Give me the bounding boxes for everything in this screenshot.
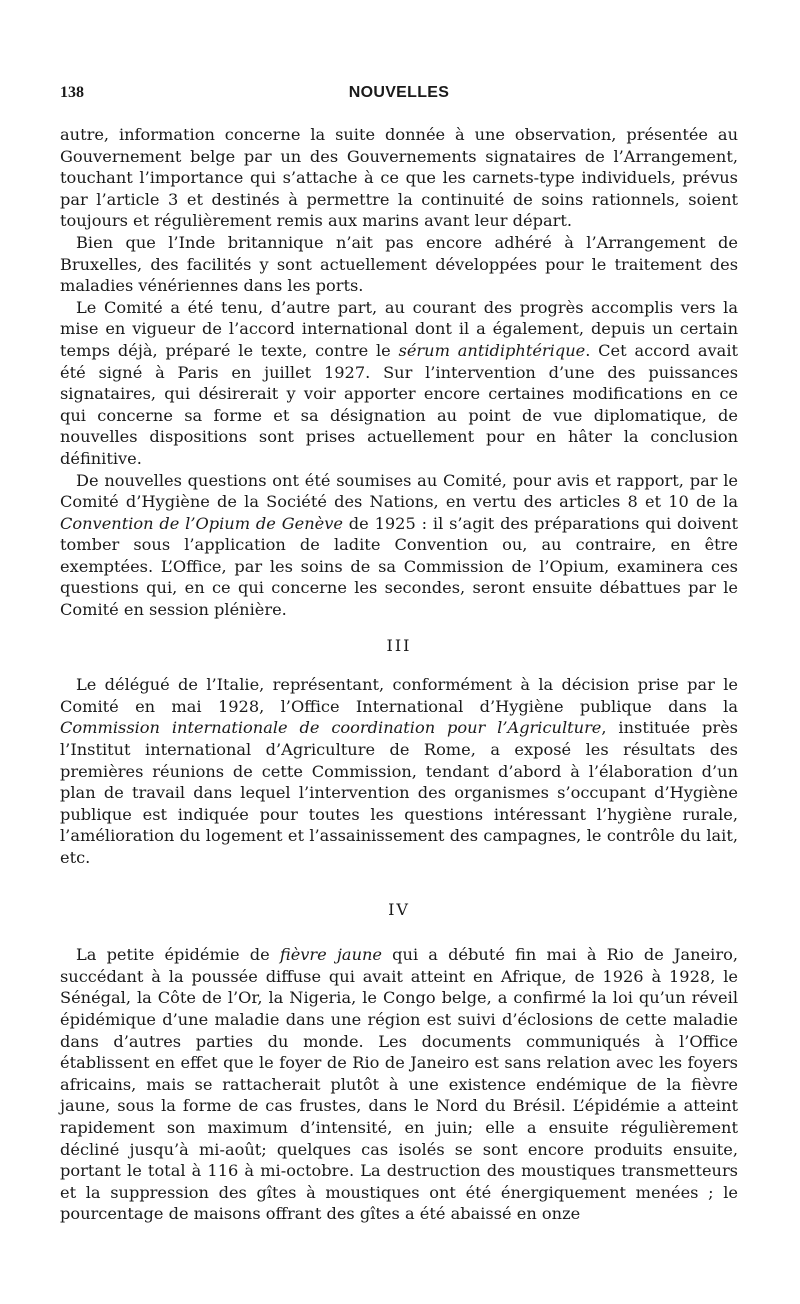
running-title: NOUVELLES (348, 84, 450, 101)
section-heading-3: III (386, 635, 412, 655)
document-page (60, 82, 738, 1225)
paragraph-fievre-jaune (60, 944, 738, 1225)
paragraph-opium-text-b: de 1925 : il s’agit des préparations qui doivent tomber sous l’application de ladite Convention ou, au contraire, en être exemptées. L’Office, par les soins de sa Commission de l’Opium, examinera ces questions qui, en ce qui concerne les secondes, seront ensuite débattues par le Comité en session plénière. (60, 513, 738, 620)
paragraph-serum (60, 297, 738, 470)
paragraph-fievre-jaune-text-b: qui a débuté fin mai à Rio de Janeiro, succédant à la poussée diffuse qui avait atteint en Afrique, de 1926 à 1928, le Sénégal, la Côte de l’Or, la Nigeria, le Congo belge, a confirmé la loi qu’un réveil épidémique d’une maladie dans une région est suivi d’éclosions de cette maladie dans d’autres parties du monde. Les documents communiqués à l’Office établissent en effet que le foyer de Rio de Janeiro est sans relation avec les foyers africains, mais se rattacherait plutôt à une existence endémique de la fièvre jaune, sous la forme de cas frustes, dans le Nord du Brésil. L’épidémie a atteint rapidement son maximum d’intensité, en juin; elle a ensuite régulièrement décliné jusqu’à mi-août; quelques cas isolés se sont encore produits ensuite, portant le total à 116 à mi-octobre. La destruction des moustiques transmetteurs et la suppression des gîtes à moustiques ont été énergiquement menées ; le pourcentage de maisons offrant des gîtes a été abaissé en onze (60, 945, 738, 1224)
paragraph-agriculture-emphasis: Commission internationale de coordination pour l’Agriculture (60, 718, 602, 738)
paragraph-opium-emphasis: Convention de l’Opium de Genève (60, 513, 343, 533)
paragraph-fievre-jaune-text-a: La petite épidémie de (76, 945, 280, 965)
paragraph-fievre-jaune-emphasis: fièvre jaune (279, 945, 382, 965)
section-heading-4: IV (388, 899, 410, 919)
paragraph-inde: Bien que l’Inde britannique n’ait pas encore adhéré à l’Arrangement de Bruxelles, des facilités y sont actuellement développées pour le traitement des maladies vénériennes dans les ports. (60, 232, 738, 296)
paragraph-opium (60, 470, 738, 621)
paragraph-serum-text-b: . Cet accord avait été signé à Paris en juillet 1927. Sur l’intervention d’une des puissances signataires, qui désirerait y voir apporter encore certaines modifications en ce qui concerne sa forme et sa désignation au point de vue diplomatique, de nouvelles dispositions sont prises actuellement pour en hâter la conclusion définitive. (60, 340, 739, 468)
paragraph-agriculture-text-b: , instituée près l’Institut international d’Agriculture de Rome, a exposé les résultats des premières réunions de cette Commission, tendant d’abord à l’élaboration d’un plan de travail dans lequel l’intervention des organismes s’occupant d’Hygiène publique est indiquée pour toutes les questions intéressant l’hygiène rurale, l’amélioration du logement et l’assainissement des campagnes, le contrôle du lait, etc. (60, 718, 738, 867)
paragraph-agriculture (60, 674, 738, 868)
running-header (60, 82, 738, 106)
paragraph-serum-emphasis: sérum antidiphtérique (398, 340, 586, 360)
paragraph-opium-text-a: De nouvelles questions ont été soumises au Comité, pour avis et rapport, par le Comité d’Hygiène de la Société des Nations, en vertu des articles 8 et 10 de la (60, 470, 738, 512)
paragraph-serum-text-a: Le Comité a été tenu, d’autre part, au courant des progrès accomplis vers la mise en vigueur de l’accord international dont il a également, depuis un certain temps déjà, préparé le texte, contre le (60, 297, 738, 360)
paragraph-agriculture-text-a: Le délégué de l’Italie, représentant, conformément à la décision prise par le Comité en mai 1928, l’Office International d’Hygiène publique dans la (60, 675, 738, 716)
paragraph-carnets: autre, information concerne la suite donnée à une observation, présentée au Gouvernement belge par un des Gouvernements signataires de l’Arrangement, touchant l’importance qui s’attache à ce que les carnets-type individuels, prévus par l’article 3 et destinés à permettre la continuité de soins rationnels, soient toujours et régulièrement remis aux marins avant leur départ. (60, 125, 738, 231)
page-number: 138 (60, 84, 84, 101)
